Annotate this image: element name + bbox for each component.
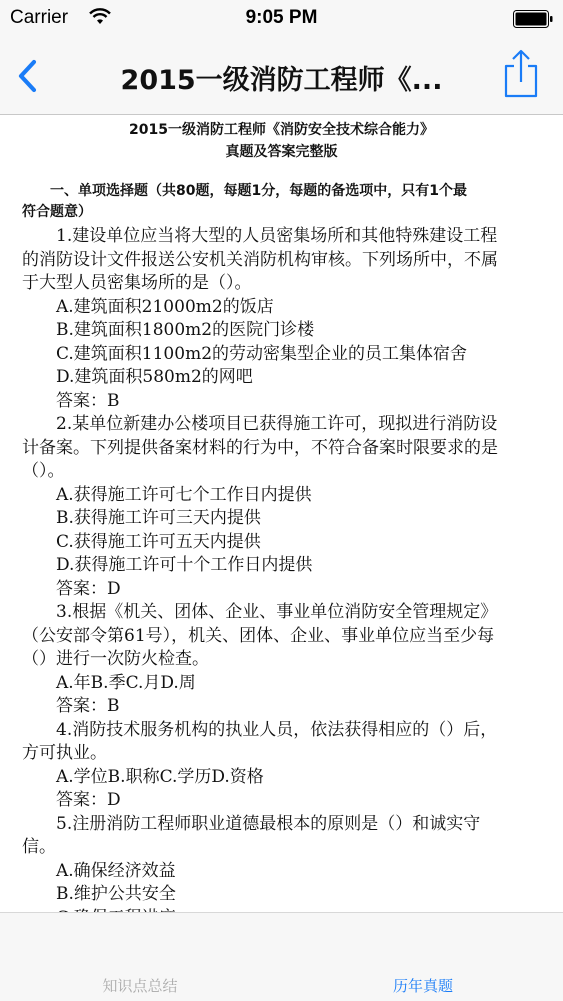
document-line: 于大型人员密集场所的是（）。 (22, 273, 252, 293)
document-line: 答案：B (56, 696, 120, 716)
document-line: 1.建设单位应当将大型的人员密集场所和其他特殊建设工程 (56, 226, 498, 246)
document-viewer[interactable] (0, 115, 563, 912)
tab-knowledge-summary[interactable]: 知识点总结 (102, 977, 178, 995)
document-line: B.获得施工许可三天内提供 (56, 508, 261, 528)
document-line: D.建筑面积580m2的网吧 (56, 367, 253, 387)
document-body (0, 119, 563, 930)
document-subtitle-line: 真题及答案完整版 (225, 144, 338, 160)
navigation-bar (0, 40, 563, 115)
document-line: （）进行一次防火检查。 (22, 649, 209, 669)
back-chevron-icon[interactable] (10, 54, 50, 98)
document-line: （）。 (22, 461, 65, 481)
document-line: 4.消防技术服务机构的执业人员，依法获得相应的（）后， (56, 719, 498, 740)
nav-title: 2015一级消防工程师《... (120, 65, 443, 96)
document-line: 信。 (22, 837, 56, 857)
document-line: C.获得施工许可五天内提供 (56, 531, 261, 552)
document-line: 方可执业。 (22, 743, 107, 763)
tab-past-exams[interactable]: 历年真题 (392, 977, 453, 995)
document-line: A.学位B.职称C.学历D.资格 (56, 766, 264, 787)
document-line: 答案：D (56, 790, 121, 810)
section-heading (22, 181, 541, 223)
document-line: A.确保经济效益 (56, 860, 176, 881)
document-line: 答案：D (56, 578, 121, 599)
section-heading-line: 符合题意） (22, 204, 92, 220)
tab-bar (0, 912, 563, 1001)
document-line: 答案：B (56, 390, 120, 411)
document-line: B.建筑面积1800m2的医院门诊楼 (56, 320, 315, 340)
document-line: 5.注册消防工程师职业道德最根本的原则是（）和诚实守 (56, 813, 481, 834)
document-title-line: 2015一级消防工程师《消防安全技术综合能力》 (129, 122, 434, 138)
document-title (22, 119, 541, 163)
section-heading-line: 一、单项选择题（共80题，每题1分，每题的备选项中，只有1个最 (50, 183, 467, 199)
document-line: A.年B.季C.月D.周 (56, 672, 196, 693)
document-line: D.获得施工许可十个工作日内提供 (56, 555, 313, 575)
document-line: A.获得施工许可七个工作日内提供 (56, 484, 312, 505)
carrier-label: Carrier (10, 7, 69, 28)
battery-icon (513, 10, 553, 28)
document-line: （公安部令第61号），机关、团体、企业、事业单位应当至少每 (22, 625, 495, 646)
document-line: A.建筑面积21000m2的饭店 (56, 296, 274, 317)
status-bar (0, 0, 563, 40)
document-line: 的消防设计文件报送公安机关消防机构审核。下列场所中，不属 (22, 249, 498, 270)
document-line: B.维护公共安全 (56, 884, 176, 904)
document-line: 2.某单位新建办公楼项目已获得施工许可，现拟进行消防设 (56, 414, 498, 434)
question-list (22, 225, 541, 930)
share-icon[interactable] (501, 48, 541, 100)
document-line: 计备案。下列提供备案材料的行为中，不符合备案时限要求的是 (22, 437, 498, 458)
status-time: 9:05 PM (245, 7, 318, 28)
document-line: C.建筑面积1100m2的劳动密集型企业的员工集体宿舍 (56, 343, 468, 364)
document-line: 3.根据《机关、团体、企业、事业单位消防安全管理规定》 (56, 602, 498, 622)
